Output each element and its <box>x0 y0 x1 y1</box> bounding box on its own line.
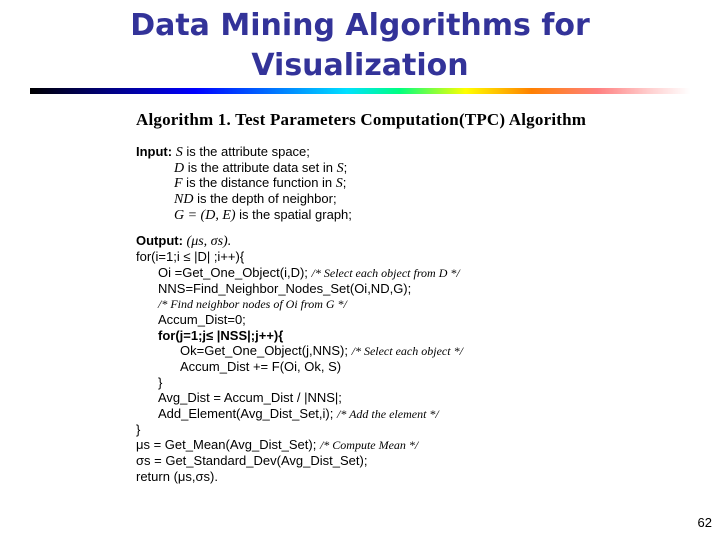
add-element-comment: /* Add the element */ <box>336 407 439 421</box>
input-3-end: ; <box>342 175 347 191</box>
inner-close-brace: } <box>158 374 163 390</box>
algorithm-box <box>136 110 696 484</box>
output-label: Output: <box>136 233 183 249</box>
input-line-5 <box>136 207 696 223</box>
mean-code: μs = Get_Mean(Avg_Dist_Set); <box>136 437 317 453</box>
input-line-1 <box>136 144 696 160</box>
add-element-line <box>136 406 696 422</box>
nns-line: NNS=Find_Neighbor_Nodes_Set(Oi,ND,G); <box>158 280 412 296</box>
nns-comment-line <box>136 296 696 312</box>
title-gradient-divider <box>30 88 690 94</box>
get-object-line <box>136 265 696 281</box>
input-3-symbol-2: S <box>335 176 343 192</box>
page-number: 62 <box>697 515 712 530</box>
outer-for-line: for(i=1;i ≤ |D| ;i++){ <box>136 249 245 265</box>
slide-title <box>0 6 720 86</box>
input-label: Input: <box>136 144 173 159</box>
accum-add-line: Accum_Dist += F(Oi, Ok, S) <box>180 358 342 374</box>
std-dev-line: σs = Get_Standard_Dev(Avg_Dist_Set); <box>136 453 368 469</box>
get-ok-comment: /* Select each object */ <box>351 344 463 359</box>
nns-comment: /* Find neighbor nodes of Oi from G */ <box>158 297 347 312</box>
input-4-text: is the depth of neighbor; <box>193 191 337 207</box>
input-3-text: is the distance function in <box>182 175 336 191</box>
get-object-comment: /* Select each object from D */ <box>311 265 460 280</box>
return-line: return (μs,σs). <box>136 468 218 484</box>
input-line-3 <box>136 175 696 191</box>
input-line-2 <box>136 160 696 176</box>
input-1-text: is the attribute space; <box>182 144 310 159</box>
input-3-symbol: F <box>174 176 183 192</box>
get-object-code: Oi =Get_One_Object(i,D); <box>158 264 308 280</box>
outer-close-brace: } <box>136 421 141 437</box>
spacer <box>136 222 696 233</box>
input-line-4 <box>136 191 696 207</box>
input-2-symbol-2: S <box>336 160 344 176</box>
accum-init-line: Accum_Dist=0; <box>158 311 246 327</box>
mean-line <box>136 437 696 453</box>
add-element-code: Add_Element(Avg_Dist_Set,i); <box>158 406 334 421</box>
avg-dist-line: Avg_Dist = Accum_Dist / |NNS|; <box>158 390 342 406</box>
output-value: (μs, σs). <box>186 234 232 250</box>
input-1-symbol: S <box>175 145 183 160</box>
input-2-symbol: D <box>174 160 185 176</box>
input-2-end: ; <box>343 159 348 175</box>
get-ok-line <box>136 343 696 359</box>
inner-for-line: for(j=1;j≤ |NSS|;j++){ <box>158 327 284 343</box>
input-2-text: is the attribute data set in <box>184 159 337 175</box>
output-line <box>136 233 696 249</box>
input-5-text: is the spatial graph; <box>235 206 352 222</box>
slide-title-line-2: Visualization <box>251 48 469 83</box>
input-5-symbol: G = (D, E) <box>174 207 236 223</box>
get-ok-code: Ok=Get_One_Object(j,NNS); <box>180 343 348 359</box>
algorithm-heading: Algorithm 1. Test Parameters Computation(TPC) Algorithm <box>136 110 587 129</box>
slide-title-line-1: Data Mining Algorithms for <box>130 8 590 43</box>
mean-comment: /* Compute Mean */ <box>319 438 419 453</box>
input-4-symbol: ND <box>174 192 194 208</box>
